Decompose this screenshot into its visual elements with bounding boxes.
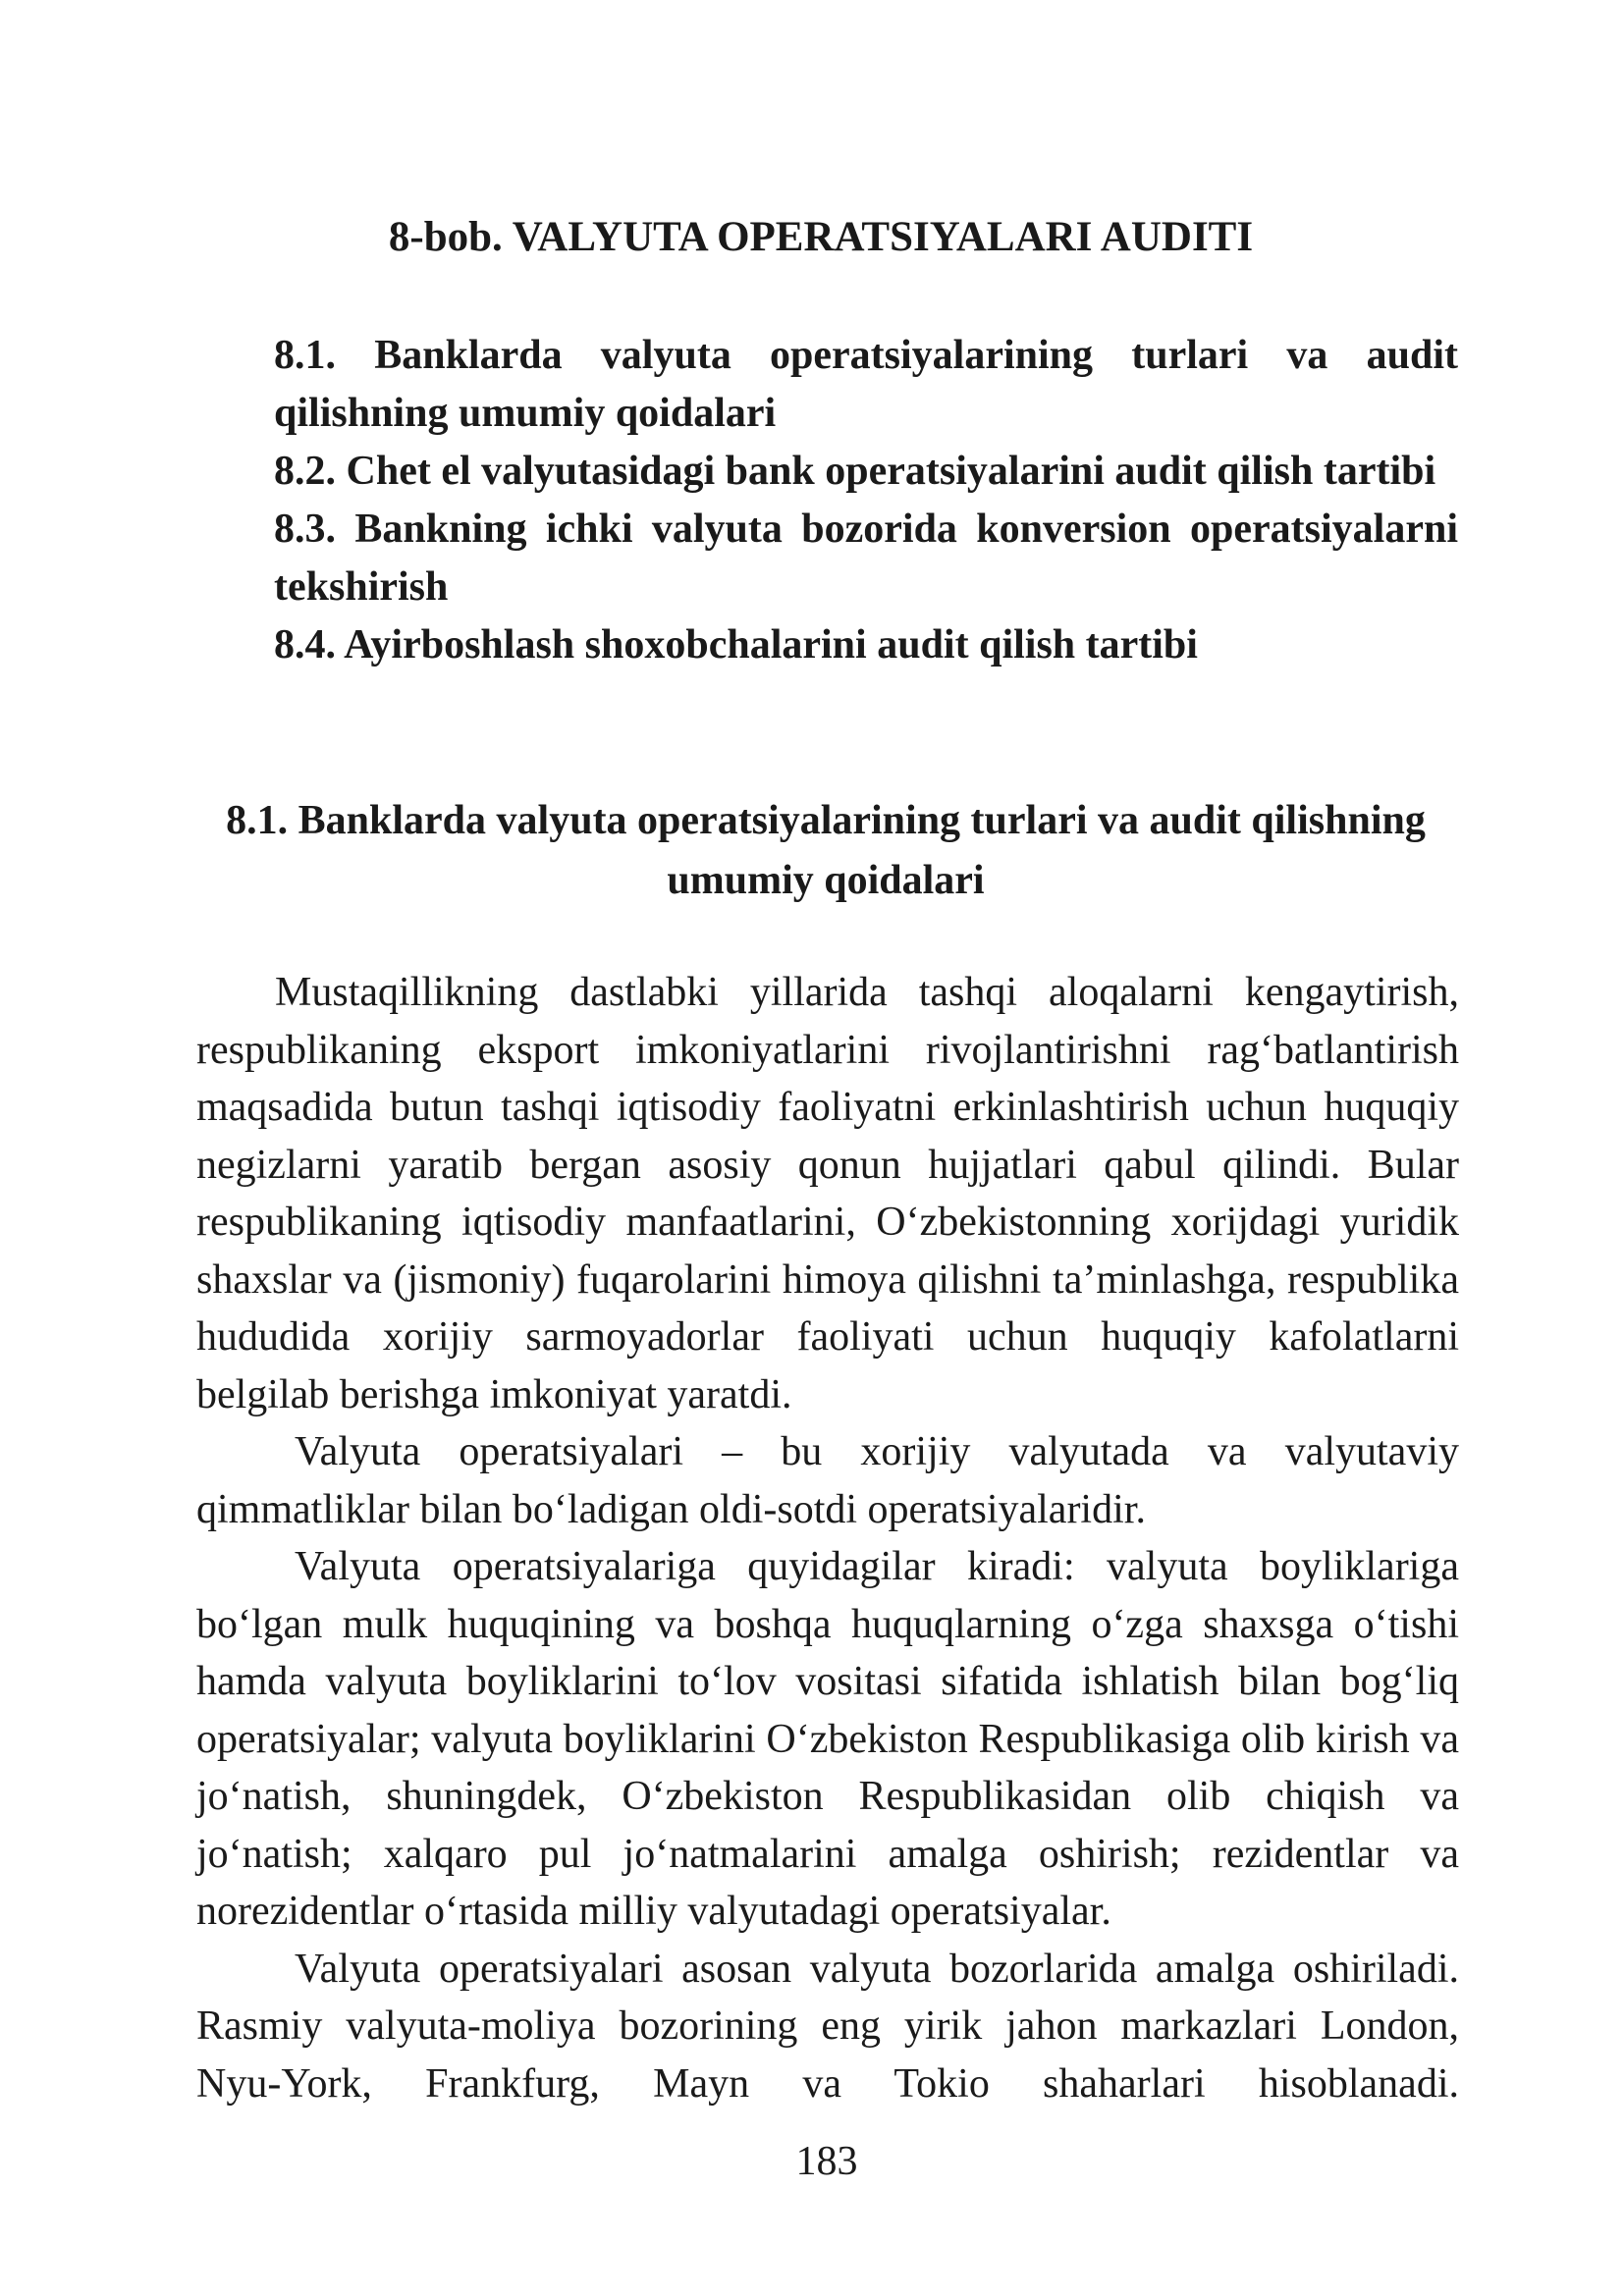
paragraph: Valyuta operatsiyalari – bu xorijiy valyutada va valyutaviy qimmatliklar bilan bo‘ladigan oldi-sotdi operatsiyalaridir. <box>196 1429 1459 1532</box>
paragraph: Valyuta operatsiyalariga quyidagilar kiradi: valyuta boyliklariga bo‘lgan mulk huquqining va boshqa huquqlarning o‘zga shaxsga o‘tishi hamda valyuta boyliklarini to‘lov vositasi sifatida ishlatish bilan bog‘liq operatsiyalar; valyuta boyliklarini O‘zbekiston Respublikasiga olib kirish va jo‘natish, shuningdek, O‘zbekiston Respublikasidan olib chiqish va jo‘natish; xalqaro pul jo‘natmalarini amalga oshirish; rezidentlar va norezidentlar o‘rtasida milliy valyutadagi operatsiyalar. <box>196 1544 1459 1934</box>
table-of-contents <box>274 327 1458 674</box>
paragraph: Valyuta operatsiyalari asosan valyuta bozorlarida amalga oshiriladi. Rasmiy valyuta-moliya bozorining eng yirik jahon markazlari London, Nyu-York, Frankfurg, Mayn va Tokio shaharlari hisoblanadi. <box>196 1946 1459 2107</box>
toc-item-8-1[interactable]: 8.1. Banklarda valyuta operatsiyalarining turlari va audit qilishning umumiy qoidalari <box>274 333 1458 436</box>
page-number: 183 <box>795 2139 858 2184</box>
body-text <box>196 964 1459 2112</box>
toc-item-8-3[interactable]: 8.3. Bankning ichki valyuta bozorida konversion operatsiyalarni tekshirish <box>274 507 1458 610</box>
toc-item-8-4[interactable]: 8.4. Ayirboshlash shoxobchalarini audit qilish tartibi <box>274 622 1198 667</box>
paragraph: Mustaqillikning dastlabki yillarida tashqi aloqalarni kengaytirish, respublikaning eksport imkoniyatlarini rivojlantirishni rag‘batlantirish maqsadida butun tashqi iqtisodiy faoliyatni erkinlashtirish uchun huquqiy negizlarni yaratib bergan asosiy qonun hujjatlari qabul qilindi. Bular respublikaning iqtisodiy manfaatlarini, O‘zbekistonning xorijdagi yuridik shaxslar va (jismoniy) fuqarolarini himoya qilishni ta’minlashga, respublika hududida xorijiy sarmoyadorlar faoliyati uchun huquqiy kafolatlarni belgilab berishga imkoniyat yaratdi. <box>196 970 1459 1417</box>
chapter-title: 8-bob. VALYUTA OPERATSIYALARI AUDITI <box>388 214 1254 260</box>
section-heading: 8.1. Banklarda valyuta operatsiyalarining turlari va audit qilishning umumiy qoidalari <box>226 798 1426 903</box>
toc-item-8-2[interactable]: 8.2. Chet el valyutasidagi bank operatsiyalarini audit qilish tartibi <box>274 449 1436 494</box>
